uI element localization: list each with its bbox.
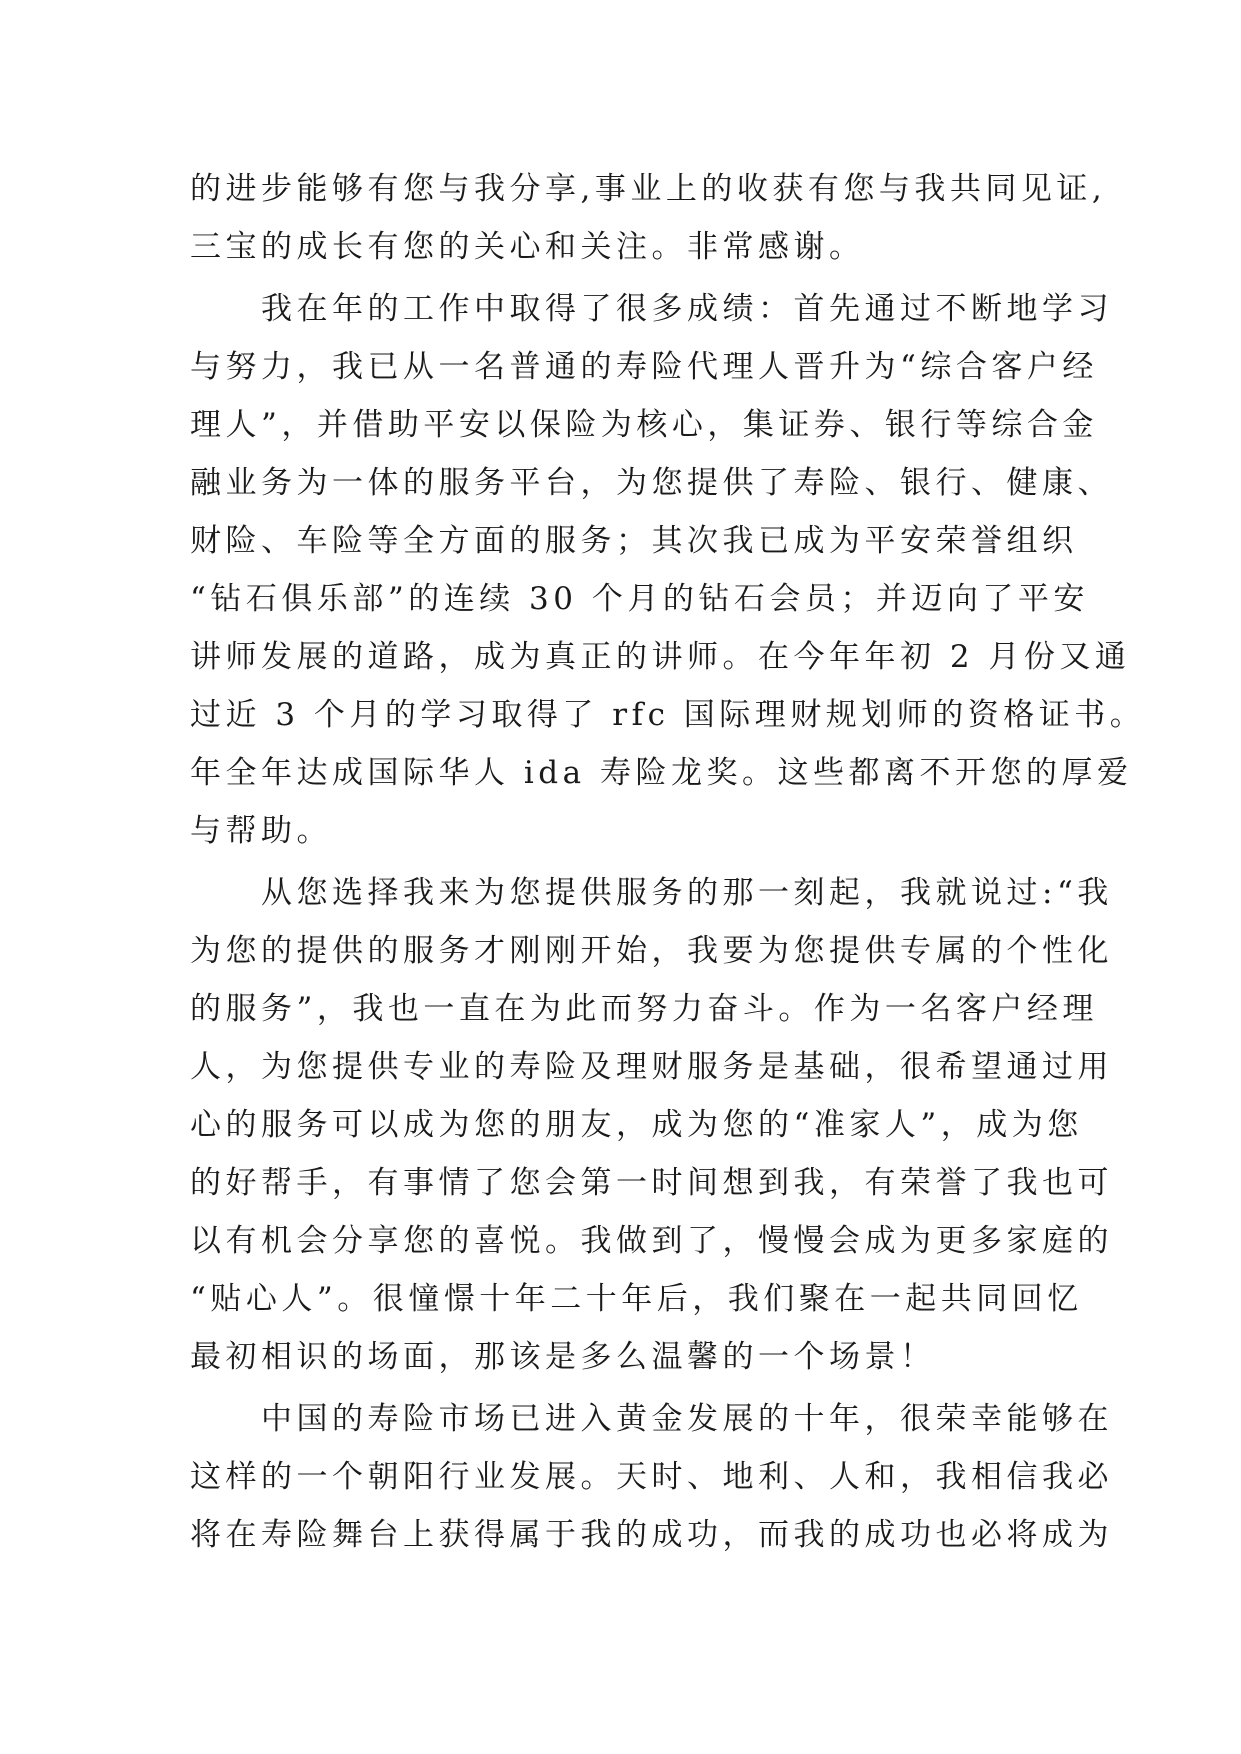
text-line: 讲师发展的道路，成为真正的讲师。在今年年初 2 月份又通 [190,639,1131,675]
document-body [190,160,1146,1564]
paragraph-4 [190,1390,1113,1564]
text-line: 最初相识的场面，那该是多么温馨的一个场景！ [190,1339,936,1375]
text-line: 将在寿险舞台上获得属于我的成功，而我的成功也必将成为 [190,1517,1113,1553]
text-line: 这样的一个朝阳行业发展。天时、地利、人和，我相信我必 [190,1459,1113,1495]
text-line: 心的服务可以成为您的朋友，成为您的“准家人”，成为您 [190,1107,1083,1143]
paragraph-2 [190,280,1146,860]
text-line: 融业务为一体的服务平台，为您提供了寿险、银行、健康、 [190,465,1113,501]
text-line: 的进步能够有您与我分享,事业上的收获有您与我共同见证, [190,171,1107,207]
text-line: 与努力，我已从一名普通的寿险代理人晋升为“综合客户经 [190,349,1098,385]
paragraph-1 [190,160,1107,276]
text-line: 为您的提供的服务才刚刚开始，我要为您提供专属的个性化 [190,933,1113,969]
paragraph-3 [190,864,1113,1386]
text-line: 过近 3 个月的学习取得了 rfc 国际理财规划师的资格证书。 [190,697,1146,733]
text-line: 我在年的工作中取得了很多成绩：首先通过不断地学习 [261,291,1113,327]
text-line: 以有机会分享您的喜悦。我做到了，慢慢会成为更多家庭的 [190,1223,1113,1259]
text-line: 的好帮手，有事情了您会第一时间想到我，有荣誉了我也可 [190,1165,1113,1201]
text-line: 三宝的成长有您的关心和关注。非常感谢。 [190,229,865,265]
text-line: 财险、车险等全方面的服务；其次我已成为平安荣誉组织 [190,523,1078,559]
text-line: 人，为您提供专业的寿险及理财服务是基础，很希望通过用 [190,1049,1113,1085]
text-line: 年全年达成国际华人 ida 寿险龙奖。这些都离不开您的厚爱 [190,755,1133,791]
text-line: 与帮助。 [190,813,332,849]
text-line: 中国的寿险市场已进入黄金发展的十年，很荣幸能够在 [261,1401,1113,1437]
text-line: 从您选择我来为您提供服务的那一刻起，我就说过:“我 [261,875,1113,911]
text-line: “钻石俱乐部”的连续 30 个月的钻石会员；并迈向了平安 [190,581,1089,617]
text-line: 的服务”，我也一直在为此而努力奋斗。作为一名客户经理 [190,991,1098,1027]
text-line: 理人”，并借助平安以保险为核心，集证券、银行等综合金 [190,407,1098,443]
text-line: “贴心人”。很憧憬十年二十年后，我们聚在一起共同回忆 [190,1281,1083,1317]
